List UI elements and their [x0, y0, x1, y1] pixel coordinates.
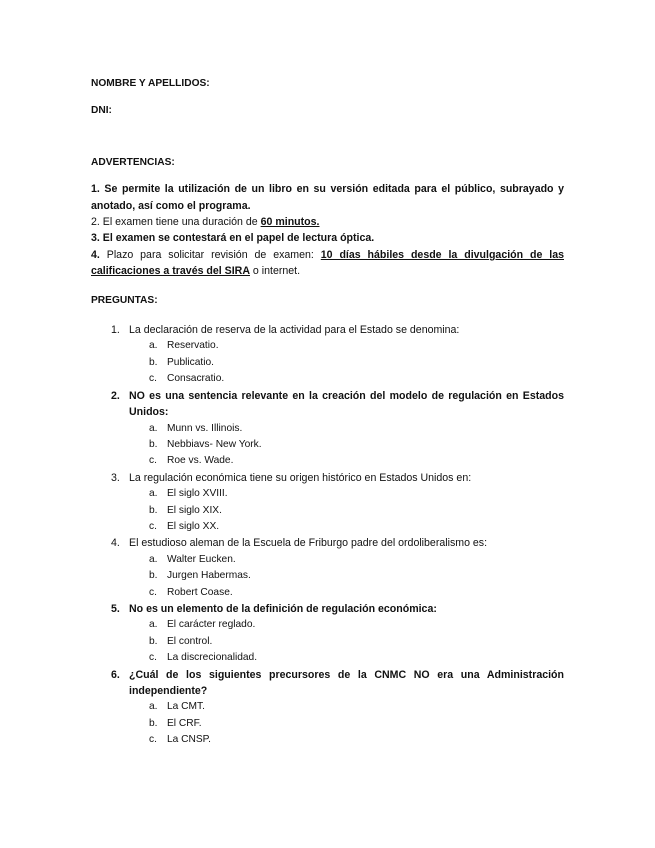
- question-5: [91, 601, 564, 667]
- option-text: Robert Coase.: [167, 586, 233, 598]
- option-letter: a.: [149, 701, 158, 713]
- option-text: El carácter reglado.: [167, 619, 256, 631]
- option-letter: b.: [149, 717, 158, 729]
- name-label: NOMBRE Y APELLIDOS:: [91, 78, 210, 89]
- option-letter: c.: [149, 586, 157, 598]
- dni-label: DNI:: [91, 105, 112, 117]
- option-a: [129, 699, 564, 715]
- question-text: NO es una sentencia relevante en la creación del modelo de regulación en Estados Unidos:: [129, 389, 564, 419]
- option-letter: a.: [149, 553, 158, 565]
- option-letter: a.: [149, 619, 158, 631]
- warning-item-4: [91, 247, 564, 280]
- option-letter: c.: [149, 734, 157, 746]
- option-text: Munn vs. Illinois.: [167, 422, 243, 434]
- option-text: Walter Eucken.: [167, 553, 236, 565]
- option-text: Nebbiavs- New York.: [167, 438, 262, 450]
- option-a: [129, 617, 564, 633]
- question-number: 1.: [111, 324, 120, 337]
- option-a: [129, 486, 564, 502]
- question-text: La regulación económica tiene su origen histórico en Estados Unidos en:: [129, 471, 472, 484]
- warning-item-1: [91, 181, 564, 214]
- option-text: El siglo XVIII.: [167, 488, 228, 500]
- options-list: [129, 617, 564, 666]
- options-list: [129, 421, 564, 470]
- option-text: Jurgen Habermas.: [167, 570, 251, 582]
- option-text: El CRF.: [167, 717, 202, 729]
- option-letter: b.: [149, 570, 158, 582]
- question-3: [91, 470, 564, 536]
- question-text: No es un elemento de la definición de regulación económica:: [129, 602, 437, 615]
- option-a: [129, 421, 564, 437]
- option-text: Reservatio.: [167, 340, 219, 352]
- question-number: 4.: [111, 537, 120, 550]
- option-text: Consacratio.: [167, 373, 225, 385]
- option-b: [129, 503, 564, 519]
- warning-item-2: [91, 214, 564, 230]
- question-1: [91, 322, 564, 388]
- option-c: [129, 585, 564, 601]
- option-b: [129, 437, 564, 453]
- warning-item-2-text: 2. El examen tiene una duración de: [91, 216, 261, 229]
- option-letter: b.: [149, 356, 158, 368]
- option-letter: b.: [149, 438, 158, 450]
- question-number: 2.: [111, 389, 120, 402]
- option-letter: c.: [149, 373, 157, 385]
- warnings-list: [91, 181, 564, 279]
- option-text: La CMT.: [167, 701, 205, 713]
- warning-item-3: [91, 230, 564, 246]
- question-number: 5.: [111, 602, 120, 615]
- option-c: [129, 453, 564, 469]
- exam-page: [91, 76, 564, 749]
- option-text: La CNSP.: [167, 734, 211, 746]
- option-b: [129, 716, 564, 732]
- option-text: El control.: [167, 635, 213, 647]
- option-letter: c.: [149, 520, 157, 532]
- question-number: 3.: [111, 471, 120, 484]
- option-text: Roe vs. Wade.: [167, 455, 234, 467]
- option-c: [129, 650, 564, 666]
- option-a: [129, 552, 564, 568]
- question-6: [91, 667, 564, 749]
- option-letter: b.: [149, 635, 158, 647]
- options-list: [129, 486, 564, 535]
- option-b: [129, 634, 564, 650]
- option-letter: c.: [149, 455, 157, 467]
- warning-item-3-text: 3. El examen se contestará en el papel de lectura óptica.: [91, 232, 375, 245]
- option-letter: a.: [149, 340, 158, 352]
- option-c: [129, 732, 564, 748]
- question-number: 6.: [111, 668, 120, 681]
- warning-item-1-text: 1. Se permite la utilización de un libro en su versión editada para el público, subrayado y anotado, así como el programa.: [91, 183, 564, 212]
- warnings-title: ADVERTENCIAS:: [91, 156, 175, 168]
- warning-item-2-duration: 60 minutos.: [260, 216, 320, 229]
- warning-item-4-suffix: o internet.: [249, 265, 301, 278]
- options-list: [129, 552, 564, 601]
- option-text: El siglo XIX.: [167, 504, 222, 516]
- warning-item-4-number: 4.: [91, 248, 100, 261]
- option-c: [129, 371, 564, 387]
- option-letter: c.: [149, 652, 157, 664]
- option-b: [129, 568, 564, 584]
- question-text: La declaración de reserva de la actividad para el Estado se denomina:: [129, 324, 460, 337]
- option-text: El siglo XX.: [167, 520, 220, 532]
- option-letter: a.: [149, 488, 158, 500]
- question-4: [91, 535, 564, 601]
- question-text: El estudioso aleman de la Escuela de Friburgo padre del ordoliberalismo es:: [129, 537, 488, 550]
- questions-list: [91, 322, 564, 749]
- options-list: [129, 699, 564, 748]
- option-text: Publicatio.: [167, 356, 215, 368]
- option-letter: b.: [149, 504, 158, 516]
- options-list: [129, 338, 564, 387]
- option-text: La discrecionalidad.: [167, 652, 258, 664]
- option-a: [129, 338, 564, 354]
- warning-item-4-deadline: 10 días hábiles desde la divulgación de las calificaciones a través del SIRA: [91, 248, 564, 278]
- warning-item-4-text: Plazo para solicitar revisión de examen:: [99, 248, 321, 261]
- question-2: [91, 388, 564, 470]
- question-text: ¿Cuál de los siguientes precursores de la CNMC NO era una Administración independiente?: [129, 668, 564, 697]
- option-c: [129, 519, 564, 535]
- option-letter: a.: [149, 422, 158, 434]
- questions-title: PREGUNTAS:: [91, 294, 158, 306]
- option-b: [129, 355, 564, 371]
